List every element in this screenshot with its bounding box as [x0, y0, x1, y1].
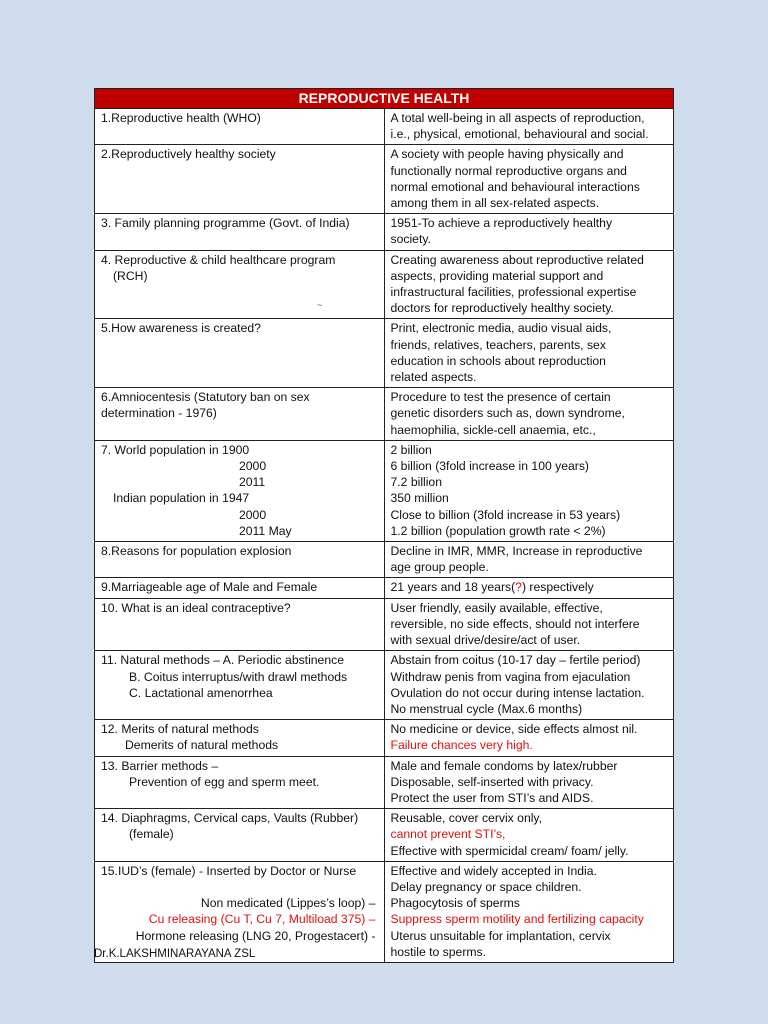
question-mark: ? [515, 580, 522, 595]
row-topic [95, 214, 385, 250]
row-description-line: doctors for reproductively healthy society. [390, 301, 614, 316]
row-topic-line: 7. World population in 1900 [101, 442, 250, 457]
row-description-line: related aspects. [390, 370, 477, 385]
row-description [384, 578, 674, 598]
row-description [384, 861, 674, 962]
row-topic [95, 440, 385, 541]
table-row [95, 756, 674, 809]
table-row [95, 214, 674, 250]
row-topic-line: Indian population in 1947 [113, 491, 250, 506]
table-row [95, 542, 674, 578]
row-description-line: age group people. [390, 560, 489, 575]
row-description [384, 109, 674, 145]
marriage-age-suffix: ) respectively [521, 580, 594, 595]
marriage-age-text: 21 years and 18 years( [390, 580, 516, 595]
row-topic-line: Hormone releasing (LNG 20, Progestacert) - [135, 928, 376, 943]
table-header-row [95, 89, 674, 109]
row-description-line: Phagocytosis of sperms [390, 896, 520, 911]
row-description-line: Ovulation do not occur during intense lactation. [390, 685, 645, 700]
row-description-line: Print, electronic media, audio visual aids, [390, 321, 612, 336]
tilde-mark: ~ [317, 300, 323, 311]
row-topic-line: 5.How awareness is created? [101, 321, 261, 336]
table-row [95, 598, 674, 651]
row-description-line: society. [390, 232, 431, 247]
row-topic-line: Demerits of natural methods [125, 738, 279, 753]
row-description-line: Withdraw penis from vagina from ejaculation [390, 669, 631, 684]
row-topic [95, 109, 385, 145]
row-topic-line: 4. Reproductive & child healthcare program [101, 252, 336, 267]
row-topic-line: 13. Barrier methods – [101, 758, 219, 773]
row-description-line: 1.2 billion (population growth rate < 2%) [390, 523, 606, 538]
row-description-line: aspects, providing material support and [390, 268, 604, 283]
row-topic [95, 578, 385, 598]
row-topic-line: C. Lactational amenorrhea [129, 685, 273, 700]
row-topic-line: B. Coitus interruptus/with drawl methods [129, 669, 348, 684]
row-topic-line: Non medicated (Lippes’s loop) – [200, 896, 376, 911]
row-description [384, 250, 674, 319]
row-topic-line: 11. Natural methods – A. Periodic abstinence [101, 653, 344, 668]
row-topic-line: 15.IUD’s (female) - Inserted by Doctor or Nurse [101, 863, 357, 878]
row-description-line: infrastructural facilities, professional expertise [390, 285, 637, 300]
row-topic-line: determination - 1976) [101, 406, 217, 421]
row-topic-line: (female) [129, 827, 174, 842]
row-description-line: education in schools about reproduction [390, 353, 606, 368]
row-topic-line: 9.Marriageable age of Male and Female [101, 580, 318, 595]
row-description-line: Creating awareness about reproductive related [390, 252, 644, 267]
row-description-line: among them in all sex-related aspects. [390, 196, 600, 211]
row-description-line: 7.2 billion [390, 475, 442, 490]
row-description-line: friends, relatives, teachers, parents, sex [390, 337, 606, 352]
row-description-line: Reusable, cover cervix only, [390, 811, 543, 826]
row-description-line: Uterus unsuitable for implantation, cervix [390, 928, 611, 943]
row-topic [95, 720, 385, 756]
row-description-line [391, 579, 669, 595]
row-topic-line: 2.Reproductively healthy society [101, 147, 276, 162]
row-description-line: normal emotional and behavioural interactions [390, 179, 640, 194]
row-description-line: Protect the user from STI’s and AIDS. [390, 790, 594, 805]
table-title: REPRODUCTIVE HEALTH [95, 89, 674, 109]
row-description [384, 651, 674, 720]
table-row [95, 319, 674, 388]
row-description-line: Procedure to test the presence of certain [390, 390, 611, 405]
row-topic [95, 598, 385, 651]
author-footer: Dr.K.LAKSHMINARAYANA ZSL [94, 948, 256, 960]
row-description [384, 598, 674, 651]
row-description-line: Abstain from coitus (10-17 day – fertile period) [390, 653, 641, 668]
row-description-line-highlight: Failure chances very high. [390, 738, 533, 753]
table-row [95, 145, 674, 214]
table-row [95, 388, 674, 441]
table-row [95, 109, 674, 145]
table-row [95, 440, 674, 541]
row-topic-line: (RCH) [113, 268, 148, 283]
row-description-line: User friendly, easily available, effective, [390, 600, 603, 615]
row-topic-line: 8.Reasons for population explosion [101, 544, 292, 559]
row-topic [95, 756, 385, 809]
row-topic-line: 2011 [239, 475, 266, 490]
row-description-line: Effective and widely accepted in India. [390, 863, 597, 878]
row-description-line: 1951-To achieve a reproductively healthy [390, 216, 613, 231]
row-description-line: with sexual drive/desire/act of user. [390, 633, 581, 648]
row-description [384, 720, 674, 756]
row-description-line: No medicine or device, side effects almost nil. [390, 722, 638, 737]
row-description-line: 350 million [390, 491, 449, 506]
table-row [95, 651, 674, 720]
table-row [95, 720, 674, 756]
row-description-line: A total well-being in all aspects of reproduction, [390, 111, 645, 125]
row-description [384, 542, 674, 578]
row-topic-line: 1.Reproductive health (WHO) [101, 111, 261, 125]
row-description-line: reversible, no side effects, should not interfere [390, 616, 640, 631]
row-topic [95, 809, 385, 862]
row-topic [95, 651, 385, 720]
table-row [95, 250, 674, 319]
row-description [384, 145, 674, 214]
row-topic [95, 388, 385, 441]
row-description-line: i.e., physical, emotional, behavioural and social. [390, 127, 649, 142]
row-description-line-highlight: cannot prevent STI’s, [390, 827, 506, 842]
row-description [384, 809, 674, 862]
row-description [384, 756, 674, 809]
row-description-line: genetic disorders such as, down syndrome, [390, 406, 625, 421]
row-description [384, 440, 674, 541]
row-description-line: hostile to sperms. [390, 944, 487, 959]
row-topic-line: 2011 May [239, 523, 292, 538]
row-topic-line: 14. Diaphragms, Cervical caps, Vaults (Rubber) [101, 811, 359, 826]
row-description-line: 2 billion [390, 442, 432, 457]
row-topic-line: 3. Family planning programme (Govt. of India) [101, 216, 350, 231]
row-description-line: Delay pregnancy or space children. [390, 879, 582, 894]
row-description-line: 6 billion (3fold increase in 100 years) [390, 459, 589, 474]
row-description [384, 319, 674, 388]
row-topic-line: 2000 [239, 459, 267, 474]
reproductive-health-sheet [94, 88, 674, 963]
row-description [384, 388, 674, 441]
row-description-line: Disposable, self-inserted with privacy. [390, 774, 594, 789]
row-topic-line: 10. What is an ideal contraceptive? [101, 600, 291, 615]
row-topic [95, 250, 385, 319]
row-topic [95, 319, 385, 388]
row-topic [95, 542, 385, 578]
row-topic-line-empty [101, 879, 379, 895]
row-description-line: Decline in IMR, MMR, Increase in reproductive [390, 544, 643, 559]
row-topic-line: 6.Amniocentesis (Statutory ban on sex [101, 390, 310, 405]
row-topic [95, 145, 385, 214]
reproductive-health-table [94, 88, 674, 963]
row-topic-line: 2000 [239, 507, 267, 522]
row-description-line: A society with people having physically and [390, 147, 624, 162]
row-description-line: Close to billion (3fold increase in 53 years) [390, 507, 621, 522]
row-description-line-highlight: Suppress sperm motility and fertilizing capacity [390, 912, 644, 927]
row-topic-line: 12. Merits of natural methods [101, 722, 259, 737]
row-description-line: functionally normal reproductive organs and [390, 163, 627, 178]
row-description-line: Effective with spermicidal cream/ foam/ jelly. [390, 843, 629, 858]
row-description-line: No menstrual cycle (Max.6 months) [390, 701, 583, 716]
table-row [95, 809, 674, 862]
row-topic-line-highlight: Cu releasing (Cu T, Cu 7, Multiload 375) – [148, 912, 376, 927]
row-description-line: haemophilia, sickle-cell anaemia, etc., [390, 422, 596, 437]
table-row [95, 578, 674, 598]
row-description [384, 214, 674, 250]
row-topic-line: Prevention of egg and sperm meet. [129, 774, 320, 789]
row-description-line: Male and female condoms by latex/rubber [390, 758, 618, 773]
